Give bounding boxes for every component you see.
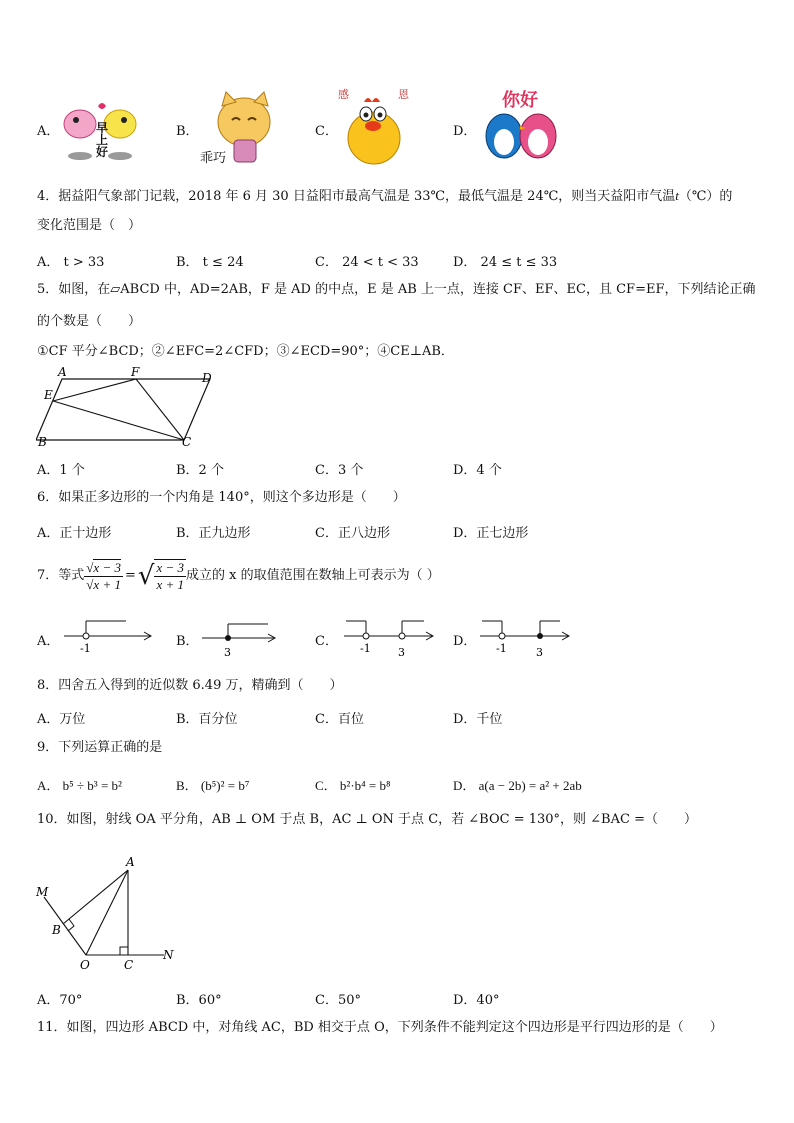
q10-option-c: C．50° <box>315 993 361 1008</box>
q7-a-tick: -1 <box>80 642 91 655</box>
q8-option-d: D．千位 <box>453 712 503 727</box>
q4-option-c: C． 24 < t < 33 <box>315 255 419 270</box>
q3-c-char-1: 感 <box>338 88 349 101</box>
q7-c-tick-2: 3 <box>398 646 405 659</box>
q7-c-tick-1: -1 <box>360 642 371 655</box>
q9-option-b: B． (b⁵)² = b⁷ <box>176 778 250 793</box>
q10-option-d: D．40° <box>453 993 500 1008</box>
q3-option-c-picture <box>336 84 416 168</box>
q10-stem: 10．如图，射线 OA 平分角，AB ⊥ OM 于点 B，AC ⊥ ON 于点 C，若 ∠BOC = 130°，则 ∠BAC =（ ） <box>37 812 697 827</box>
q7-option-c-numberline <box>342 616 436 660</box>
q5-stem-line-1: 5．如图，在▱ABCD 中，AD=2AB，F 是 AD 的中点，E 是 AB 上一点，连接 CF、EF、EC，且 CF=EF，下列结论正确 <box>37 282 756 297</box>
q5-label-c: C <box>182 435 192 449</box>
q3-option-c-label: C． <box>315 124 338 139</box>
q3-option-b-picture <box>198 86 278 166</box>
q10-label-b: B <box>52 923 61 937</box>
q7-option-d-label: D． <box>453 634 477 649</box>
penguins-image <box>474 86 574 164</box>
angle-bisector-diagram <box>34 852 184 972</box>
q7-prefix: 7．等式 <box>37 568 85 583</box>
q7-sqrt-sign: √ <box>137 561 155 591</box>
q3-a-char-3: 好 <box>96 145 109 159</box>
q10-option-a: A．70° <box>37 993 83 1008</box>
q7-option-c-label: C． <box>315 634 338 649</box>
q5-option-c: C．3 个 <box>315 463 364 478</box>
q3-a-char-1: 早 <box>96 121 109 135</box>
q7-option-a-label: A． <box>37 634 60 649</box>
q5-label-b: B <box>38 435 47 449</box>
q7-lhs-fraction: $\frac{√x - 3}{√x + 1}$ <box>86 559 121 592</box>
q7-option-b-numberline <box>200 618 280 660</box>
q6-option-a: A．正十边形 <box>37 526 112 541</box>
q5-option-d: D．4 个 <box>453 463 502 478</box>
q7-option-d-numberline <box>478 616 572 660</box>
q3-option-d-picture <box>474 86 574 164</box>
q5-label-e: E <box>44 388 53 402</box>
q4-option-a: A． t > 33 <box>37 255 105 270</box>
q3-option-d-label: D． <box>453 124 477 139</box>
q9-stem: 9．下列运算正确的是 <box>37 740 163 755</box>
q3-option-a-label: A． <box>37 124 60 139</box>
q10-label-m: M <box>36 885 49 899</box>
q11-stem: 11．如图，四边形 ABCD 中，对角线 AC，BD 相交于点 O，下列条件不能判定这个四边形是平行四边形的是（ ） <box>37 1020 723 1035</box>
q7-stem <box>37 556 440 596</box>
q6-option-d: D．正七边形 <box>453 526 529 541</box>
q5-parallelogram-figure <box>36 364 216 450</box>
q6-option-b: B．正九边形 <box>176 526 251 541</box>
q8-option-a: A．万位 <box>37 712 86 727</box>
q9-option-d: D． a(a − 2b) = a² + 2ab <box>453 778 582 793</box>
cat-image <box>198 86 278 166</box>
chick-image <box>336 84 416 168</box>
q4-stem-line-1: 4．据益阳气象部门记载，2018 年 6 月 30 日益阳市最高气温是 33℃，最低气温是 24℃，则当天益阳市气温t（℃）的 <box>37 188 733 204</box>
q7-rhs-fraction: $\frac{x - 3}{x + 1}$ <box>156 560 184 592</box>
q4-option-d: D． 24 ≤ t ≤ 33 <box>453 255 558 270</box>
q6-stem: 6．如果正多边形的一个内角是 140°，则这个多边形是（ ） <box>37 490 406 505</box>
q3-option-b-label: B． <box>176 124 199 139</box>
q3-option-a-picture <box>58 88 144 164</box>
q4-option-b: B． t ≤ 24 <box>176 255 244 270</box>
q7-equals: = <box>124 568 136 583</box>
q5-stem-line-2: 的个数是（ ） <box>37 314 142 329</box>
q10-angle-figure <box>34 852 184 972</box>
q7-d-tick-1: -1 <box>496 642 507 655</box>
q5-label-a: A <box>58 365 67 379</box>
q6-option-c: C．正八边形 <box>315 526 390 541</box>
q7-d-tick-2: 3 <box>536 646 543 659</box>
q7-option-a-numberline <box>62 616 154 656</box>
q8-option-b: B．百分位 <box>176 712 238 727</box>
q10-option-b: B．60° <box>176 993 222 1008</box>
q3-c-char-2: 恩 <box>398 88 409 101</box>
q10-label-o: O <box>80 958 90 972</box>
q3-b-text: 乖巧 <box>200 151 227 166</box>
q10-label-n: N <box>163 948 174 962</box>
q3-a-char-2: 上 <box>96 133 109 147</box>
q10-label-c: C <box>124 958 134 972</box>
q7-option-b-label: B． <box>176 634 199 649</box>
q5-label-d: D <box>202 371 212 385</box>
parallelogram-diagram <box>36 364 216 450</box>
q5-option-b: B．2 个 <box>176 463 224 478</box>
q7-b-tick: 3 <box>224 646 231 659</box>
q5-conclusions: ①CF 平分∠BCD；②∠EFC=2∠CFD；③∠ECD=90°；④CE⊥AB． <box>37 344 454 359</box>
q5-option-a: A．1 个 <box>37 463 85 478</box>
q9-option-c: C． b²·b⁴ = b⁸ <box>315 778 391 793</box>
q9-option-a: A． b⁵ ÷ b³ = b² <box>37 778 122 793</box>
q5-label-f: F <box>131 365 140 379</box>
q7-suffix: 成立的 x 的取值范围在数轴上可表示为（ ） <box>186 568 440 583</box>
q8-option-c: C．百位 <box>315 712 364 727</box>
q4-stem-line-2: 变化范围是（ ） <box>37 218 142 233</box>
q8-stem: 8．四舍五入得到的近似数 6.49 万，精确到（ ） <box>37 678 343 693</box>
q3-d-text: 你好 <box>502 90 538 111</box>
kissing-birds-image <box>58 88 144 164</box>
q10-label-a: A <box>126 855 135 869</box>
